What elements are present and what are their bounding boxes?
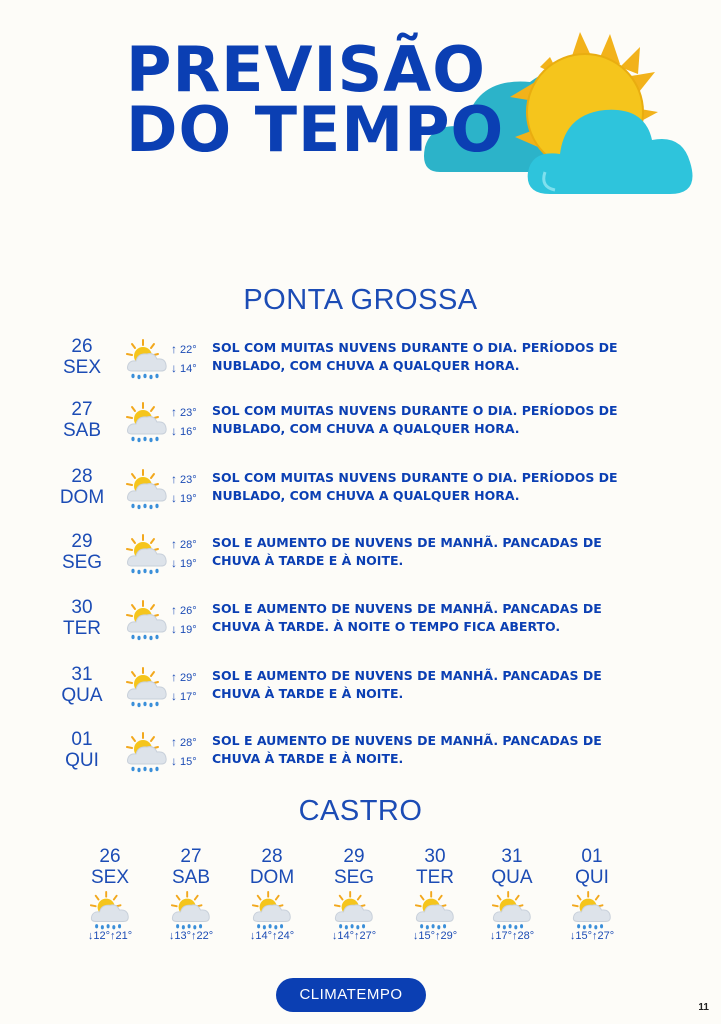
castro-day-column — [75, 846, 145, 942]
forecast-date — [52, 597, 112, 639]
sun-cloud-rain-icon — [87, 890, 133, 932]
arrow-down-icon: ↓ — [171, 556, 177, 570]
weekday: QUA — [61, 685, 103, 706]
day-number: 27 — [180, 846, 202, 867]
forecast-description: SOL COM MUITAS NUVENS DURANTE O DIA. PERÍODOS DE NUBLADO, COM CHUVA A QUALQUER HORA. — [212, 403, 618, 436]
arrow-up-icon: ↑ — [171, 405, 177, 419]
forecast-row — [0, 597, 721, 653]
min-temp: 15° — [180, 756, 197, 768]
day-number: 26 — [99, 846, 121, 867]
castro-day-column — [319, 846, 389, 942]
title-line-2: DO TEMPO — [126, 93, 505, 166]
max-temp: 22° — [196, 930, 214, 942]
day-number: 01 — [581, 846, 603, 867]
arrow-up-icon: ↑ — [171, 537, 177, 551]
forecast-row — [0, 664, 721, 720]
castro-day-column — [557, 846, 627, 942]
weekday: SEX — [90, 867, 130, 888]
weekday: QUA — [491, 867, 533, 888]
arrow-up-icon: ↑ — [171, 735, 177, 749]
climatempo-button[interactable]: CLIMATEMPO — [276, 978, 426, 1012]
sun-cloud-rain-icon — [412, 890, 458, 932]
min-temp: 14° — [337, 930, 354, 942]
max-temp: 28° — [180, 539, 197, 551]
arrow-down-icon: ↓ — [171, 361, 177, 375]
sun-cloud-rain-icon — [124, 401, 170, 445]
day-number: 31 — [501, 846, 523, 867]
forecast-description: SOL E AUMENTO DE NUVENS DE MANHÃ. PANCADAS DE CHUVA À TARDE E À NOITE. — [212, 535, 602, 568]
arrow-up-icon: ↑ — [171, 670, 177, 684]
page-number: 11 — [698, 1002, 709, 1013]
weekday: TER — [63, 618, 101, 639]
arrow-up-icon: ↑ — [272, 930, 278, 942]
temperature-range — [319, 930, 389, 942]
temperature-range — [171, 403, 197, 441]
city-title-castro: CASTRO — [298, 795, 423, 827]
max-temp: 29° — [440, 930, 458, 942]
max-temp: 28° — [180, 737, 197, 749]
day-number: 01 — [71, 729, 93, 750]
min-temp: 17° — [180, 691, 197, 703]
max-temp: 24° — [277, 930, 295, 942]
weekday: QUI — [65, 750, 99, 771]
forecast-description: SOL E AUMENTO DE NUVENS DE MANHÃ. PANCADAS DE CHUVA À TARDE E À NOITE. — [212, 733, 602, 766]
day-number: 30 — [424, 846, 446, 867]
day-number: 28 — [261, 846, 283, 867]
max-temp: 22° — [180, 344, 197, 356]
page-title — [126, 33, 505, 166]
weekday: SEG — [333, 867, 375, 888]
arrow-down-icon: ↓ — [331, 930, 338, 942]
sun-cloud-rain-icon — [124, 468, 170, 512]
max-temp: 27° — [597, 930, 615, 942]
arrow-down-icon: ↓ — [171, 622, 177, 636]
forecast-row — [0, 336, 721, 392]
forecast-description: SOL COM MUITAS NUVENS DURANTE O DIA. PERÍODOS DE NUBLADO, COM CHUVA A QUALQUER HORA. — [212, 340, 618, 373]
arrow-down-icon: ↓ — [171, 491, 177, 505]
min-temp: 17° — [495, 930, 512, 942]
castro-day-column — [156, 846, 226, 942]
castro-day-column — [237, 846, 307, 942]
sun-cloud-rain-icon — [249, 890, 295, 932]
min-temp: 14° — [255, 930, 272, 942]
min-temp: 12° — [93, 930, 110, 942]
arrow-up-icon: ↑ — [435, 930, 441, 942]
arrow-down-icon: ↓ — [171, 754, 177, 768]
sun-cloud-rain-icon — [569, 890, 615, 932]
day-number: 26 — [71, 336, 93, 357]
min-temp: 16° — [180, 426, 197, 438]
sun-cloud-rain-icon — [124, 666, 170, 710]
forecast-date — [52, 399, 112, 441]
arrow-down-icon: ↓ — [569, 930, 576, 942]
arrow-down-icon: ↓ — [249, 930, 256, 942]
forecast-date — [52, 729, 112, 771]
weekday: SEG — [61, 552, 103, 573]
max-temp: 21° — [115, 930, 133, 942]
sun-cloud-rain-icon — [124, 533, 170, 577]
weekday: SAB — [62, 420, 102, 441]
forecast-row — [0, 729, 721, 785]
forecast-description: SOL E AUMENTO DE NUVENS DE MANHÃ. PANCADAS DE CHUVA À TARDE. À NOITE O TEMPO FICA ABERTO. — [212, 601, 602, 634]
forecast-date — [52, 664, 112, 706]
min-temp: 19° — [180, 493, 197, 505]
arrow-up-icon: ↑ — [354, 930, 360, 942]
forecast-date — [52, 531, 112, 573]
forecast-description: SOL COM MUITAS NUVENS DURANTE O DIA. PERÍODOS DE NUBLADO, COM CHUVA A QUALQUER HORA. — [212, 470, 618, 503]
arrow-down-icon: ↓ — [171, 424, 177, 438]
weekday: SEX — [62, 357, 102, 378]
weekday: QUI — [575, 867, 609, 888]
weekday: SAB — [171, 867, 211, 888]
min-temp: 19° — [180, 624, 197, 636]
castro-day-column — [400, 846, 470, 942]
weekday: DOM — [249, 867, 295, 888]
temperature-range — [171, 535, 197, 573]
sun-cloud-rain-icon — [168, 890, 214, 932]
forecast-date — [52, 336, 112, 378]
min-temp: 14° — [180, 363, 197, 375]
arrow-up-icon: ↑ — [110, 930, 116, 942]
max-temp: 29° — [180, 672, 197, 684]
arrow-up-icon: ↑ — [191, 930, 197, 942]
weekday: TER — [416, 867, 454, 888]
arrow-up-icon: ↑ — [592, 930, 598, 942]
sun-cloud-rain-icon — [489, 890, 535, 932]
day-number: 27 — [71, 399, 93, 420]
max-temp: 23° — [180, 474, 197, 486]
arrow-down-icon: ↓ — [489, 930, 496, 942]
forecast-row — [0, 399, 721, 455]
temperature-range — [156, 930, 226, 942]
max-temp: 26° — [180, 605, 197, 617]
min-temp: 19° — [180, 558, 197, 570]
sun-cloud-rain-icon — [124, 731, 170, 775]
arrow-down-icon: ↓ — [168, 930, 175, 942]
castro-forecast — [0, 846, 721, 956]
arrow-up-icon: ↑ — [171, 342, 177, 356]
temperature-range — [237, 930, 307, 942]
day-number: 29 — [343, 846, 365, 867]
min-temp: 13° — [174, 930, 191, 942]
forecast-description: SOL E AUMENTO DE NUVENS DE MANHÃ. PANCADAS DE CHUVA À TARDE E À NOITE. — [212, 668, 602, 701]
title-line-1: PREVISÃO — [126, 33, 486, 106]
min-temp: 15° — [418, 930, 435, 942]
temperature-range — [75, 930, 145, 942]
day-number: 28 — [71, 466, 93, 487]
temperature-range — [171, 340, 197, 378]
castro-day-column — [477, 846, 547, 942]
temperature-range — [171, 668, 197, 706]
sun-cloud-rain-icon — [331, 890, 377, 932]
arrow-up-icon: ↑ — [171, 472, 177, 486]
max-temp: 27° — [359, 930, 377, 942]
arrow-down-icon: ↓ — [87, 930, 94, 942]
day-number: 30 — [71, 597, 93, 618]
arrow-up-icon: ↑ — [512, 930, 518, 942]
max-temp: 28° — [517, 930, 535, 942]
day-number: 31 — [71, 664, 93, 685]
forecast-row — [0, 466, 721, 522]
day-number: 29 — [71, 531, 93, 552]
max-temp: 23° — [180, 407, 197, 419]
sun-cloud-rain-icon — [124, 599, 170, 643]
temperature-range — [171, 733, 197, 771]
temperature-range — [171, 470, 197, 508]
temperature-range — [171, 601, 197, 639]
temperature-range — [400, 930, 470, 942]
forecast-date — [52, 466, 112, 508]
arrow-down-icon: ↓ — [412, 930, 419, 942]
weekday: DOM — [59, 487, 105, 508]
forecast-row — [0, 531, 721, 587]
city-title-ponta-grossa: PONTA GROSSA — [243, 284, 478, 316]
arrow-up-icon: ↑ — [171, 603, 177, 617]
temperature-range — [557, 930, 627, 942]
min-temp: 15° — [575, 930, 592, 942]
temperature-range — [477, 930, 547, 942]
sun-cloud-rain-icon — [124, 338, 170, 382]
arrow-down-icon: ↓ — [171, 689, 177, 703]
